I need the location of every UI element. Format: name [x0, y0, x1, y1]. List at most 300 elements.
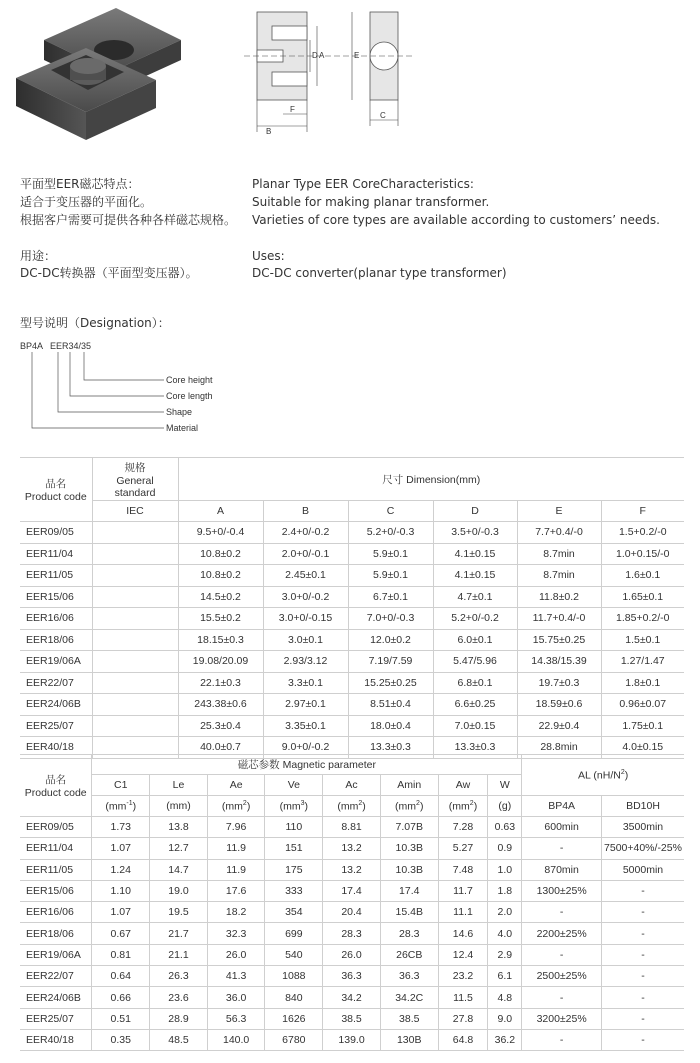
mag-col-header: Ve [265, 775, 323, 796]
mag-unit-header [380, 796, 438, 817]
mag-cell: - [522, 987, 602, 1008]
mag-cell: 11.5 [438, 987, 488, 1008]
mag-cell: 26.0 [207, 944, 265, 965]
dim-cell: 3.5+0/-0.3 [433, 522, 517, 544]
dim-cell: 5.9±0.1 [348, 565, 433, 587]
table-row [20, 694, 684, 716]
dim-cell: 1.65±0.1 [601, 586, 684, 608]
mag-cell: 7500+40%/-25% [601, 838, 684, 859]
mag-cell: 11.9 [207, 838, 265, 859]
mag-cell: 12.4 [438, 944, 488, 965]
dim-cell [92, 629, 178, 651]
product-code-cell: EER25/07 [20, 715, 92, 737]
dim-cell: 3.3±0.1 [263, 672, 348, 694]
product-code-header [20, 458, 92, 522]
dimension-header: 尺寸 Dimension(mm) [178, 458, 684, 501]
al-material-header: BD10H [601, 796, 684, 817]
dim-cell: 0.96±0.07 [601, 694, 684, 716]
dim-cell: 2.0+0/-0.1 [263, 543, 348, 565]
designation-title: 型号说明（Designation）： [20, 316, 170, 330]
dim-cell: 13.3±0.3 [433, 737, 517, 759]
al-header [522, 755, 684, 796]
mag-cell: 28.3 [323, 923, 381, 944]
mag-unit-text: (mm) [166, 800, 191, 812]
table-row [20, 859, 684, 880]
product-cn: 品名 [45, 478, 67, 490]
drawing-label-f: F [290, 105, 295, 114]
table-row [20, 923, 684, 944]
dim-cell: 243.38±0.6 [178, 694, 263, 716]
drawing-label-d: D [312, 51, 318, 60]
dim-cell: 10.8±0.2 [178, 543, 263, 565]
mag-cell: 1088 [265, 966, 323, 987]
mag-cell: 5000min [601, 859, 684, 880]
uses-cn-line: DC-DC转换器（平面型变压器）。 [20, 266, 198, 280]
product-code-cell: EER24/06B [20, 694, 92, 716]
dim-cell: 1.5+0.2/-0 [601, 522, 684, 544]
mag-cell: 870min [522, 859, 602, 880]
dimension-table [20, 457, 684, 759]
product-code-cell: EER18/06 [20, 923, 92, 944]
mag-unit-sup: 3 [300, 799, 305, 807]
mag-unit-header [438, 796, 488, 817]
dim-cell [92, 651, 178, 673]
mag-cell: 11.1 [438, 902, 488, 923]
designation-label: Core length [166, 391, 213, 401]
dim-cell: 2.97±0.1 [263, 694, 348, 716]
mag-cell: 1.8 [488, 880, 522, 901]
table-row [20, 651, 684, 673]
magnetic-table [20, 754, 684, 1051]
characteristics-cn-line: 根据客户需要可提供各种各样磁芯规格。 [20, 213, 237, 227]
dim-cell: 6.7±0.1 [348, 586, 433, 608]
dim-cell [92, 608, 178, 630]
mag-cell: 2.0 [488, 902, 522, 923]
product-code-cell: EER15/06 [20, 880, 92, 901]
table-row [20, 817, 684, 838]
dim-cell: 6.8±0.1 [433, 672, 517, 694]
dim-cell [92, 543, 178, 565]
mag-cell: 34.2C [380, 987, 438, 1008]
iec-header: IEC [92, 501, 178, 522]
characteristics-en-line: Varieties of core types are available according to customers’ needs. [252, 213, 660, 227]
product-code-cell: EER09/05 [20, 522, 92, 544]
mag-cell: 26CB [380, 944, 438, 965]
mag-unit-sup: 2 [469, 799, 474, 807]
mag-col-header: C1 [92, 775, 150, 796]
mag-cell: - [601, 1029, 684, 1050]
designation-diagram [18, 340, 278, 440]
mag-cell: - [522, 902, 602, 923]
mag-cell: 7.28 [438, 817, 488, 838]
mag-unit-header [488, 796, 522, 817]
dim-cell: 4.0±0.15 [601, 737, 684, 759]
characteristics-en-line: Suitable for making planar transformer. [252, 195, 490, 209]
dim-cell: 7.7+0.4/-0 [517, 522, 601, 544]
al-header-close: ) [624, 769, 629, 782]
designation-label: Material [166, 423, 199, 433]
mag-cell: 7.48 [438, 859, 488, 880]
mag-cell: 11.9 [207, 859, 265, 880]
dim-cell: 1.27/1.47 [601, 651, 684, 673]
product-code-cell: EER18/06 [20, 629, 92, 651]
mag-col-header: Ae [207, 775, 265, 796]
dim-cell: 2.93/3.12 [263, 651, 348, 673]
designation-label: Shape [166, 407, 193, 417]
mag-cell: 354 [265, 902, 323, 923]
mag-unit-sup: 2 [242, 799, 247, 807]
dim-cell: 18.59±0.6 [517, 694, 601, 716]
mag-cell: 1626 [265, 1008, 323, 1029]
mag-cell: 17.4 [380, 880, 438, 901]
std-en: General standard [114, 474, 156, 499]
mag-cell: 130B [380, 1029, 438, 1050]
mag-unit-close: ) [473, 800, 478, 813]
mag-cell: 36.0 [207, 987, 265, 1008]
mag-cell: 151 [265, 838, 323, 859]
mag-unit-close: ) [304, 800, 309, 813]
mag-cell: 0.35 [92, 1029, 150, 1050]
mag-cell: - [601, 944, 684, 965]
dim-col-header: C [348, 501, 433, 522]
uses-en-line: DC-DC converter(planar type transformer) [252, 266, 507, 280]
dim-col-header: E [517, 501, 601, 522]
dim-cell: 9.0+0/-0.2 [263, 737, 348, 759]
mag-cell: 41.3 [207, 966, 265, 987]
dim-cell [92, 672, 178, 694]
uses-cn-title: 用途： [20, 249, 57, 263]
product-code-header [20, 755, 92, 817]
table-row [20, 672, 684, 694]
mag-cell: 21.1 [150, 944, 208, 965]
mag-cell: 1.07 [92, 902, 150, 923]
dim-col-header: B [263, 501, 348, 522]
mag-cell: 1.07 [92, 838, 150, 859]
mag-cell: 1.10 [92, 880, 150, 901]
table-row [20, 715, 684, 737]
mag-cell: 9.0 [488, 1008, 522, 1029]
dim-cell: 4.1±0.15 [433, 543, 517, 565]
mag-unit-header [92, 796, 150, 817]
mag-cell: 28.9 [150, 1008, 208, 1029]
dim-cell [92, 715, 178, 737]
dim-cell [92, 522, 178, 544]
mag-cell: 14.7 [150, 859, 208, 880]
dim-cell: 25.3±0.4 [178, 715, 263, 737]
mag-cell: - [601, 902, 684, 923]
mag-cell: 21.7 [150, 923, 208, 944]
mag-cell: 1.73 [92, 817, 150, 838]
dim-cell: 40.0±0.7 [178, 737, 263, 759]
product-code-cell: EER11/04 [20, 838, 92, 859]
mag-cell: 13.8 [150, 817, 208, 838]
mag-cell: 333 [265, 880, 323, 901]
general-standard-header [92, 458, 178, 501]
dim-cell: 3.0+0/-0.2 [263, 586, 348, 608]
mag-unit-text: (mm [337, 800, 359, 813]
mag-unit-header [323, 796, 381, 817]
al-header-sup: 2 [620, 768, 625, 776]
table-row [20, 966, 684, 987]
dim-cell: 5.9±0.1 [348, 543, 433, 565]
product-code-cell: EER25/07 [20, 1008, 92, 1029]
mag-cell: 11.7 [438, 880, 488, 901]
mag-cell: 0.64 [92, 966, 150, 987]
dim-cell: 4.1±0.15 [433, 565, 517, 587]
mag-cell: 10.3B [380, 838, 438, 859]
mag-cell: 64.8 [438, 1029, 488, 1050]
mag-cell: 2500±25% [522, 966, 602, 987]
mag-cell: 14.6 [438, 923, 488, 944]
mag-cell: 4.0 [488, 923, 522, 944]
dim-cell: 18.0±0.4 [348, 715, 433, 737]
dim-cell: 22.9±0.4 [517, 715, 601, 737]
product-cn: 品名 [45, 774, 67, 786]
dim-cell: 1.85+0.2/-0 [601, 608, 684, 630]
mag-cell: 13.2 [323, 838, 381, 859]
core-dimension-drawing [232, 0, 422, 140]
product-code-cell: EER11/05 [20, 565, 92, 587]
table-row [20, 522, 684, 544]
mag-cell: 5.27 [438, 838, 488, 859]
mag-col-header: Le [150, 775, 208, 796]
dim-cell [92, 565, 178, 587]
mag-unit-text: (mm [279, 800, 301, 813]
drawing-label-b: B [266, 127, 272, 136]
dim-cell [92, 694, 178, 716]
product-en: Product code [24, 491, 87, 503]
mag-cell: 6780 [265, 1029, 323, 1050]
product-code-cell: EER16/06 [20, 902, 92, 923]
mag-cell: 2200±25% [522, 923, 602, 944]
mag-cell: - [601, 923, 684, 944]
mag-cell: 20.4 [323, 902, 381, 923]
uses-en-title: Uses: [252, 249, 285, 263]
al-material-header: BP4A [522, 796, 602, 817]
dim-cell: 5.2+0/-0.2 [433, 608, 517, 630]
table-row [20, 944, 684, 965]
table-row [20, 586, 684, 608]
product-code-cell: EER15/06 [20, 586, 92, 608]
dim-cell: 1.5±0.1 [601, 629, 684, 651]
mag-cell: 140.0 [207, 1029, 265, 1050]
dim-cell: 9.5+0/-0.4 [178, 522, 263, 544]
mag-cell: 1.0 [488, 859, 522, 880]
dim-cell: 14.38/15.39 [517, 651, 601, 673]
mag-col-header: Amin [380, 775, 438, 796]
product-code-cell: EER11/05 [20, 859, 92, 880]
dim-cell: 7.19/7.59 [348, 651, 433, 673]
dim-cell: 1.75±0.1 [601, 715, 684, 737]
dim-cell: 8.51±0.4 [348, 694, 433, 716]
mag-cell: 28.3 [380, 923, 438, 944]
mag-unit-text: (mm [221, 800, 243, 813]
mag-cell: 34.2 [323, 987, 381, 1008]
mag-col-header: Aw [438, 775, 488, 796]
mag-cell: 27.8 [438, 1008, 488, 1029]
dim-cell: 14.5±0.2 [178, 586, 263, 608]
mag-cell: 139.0 [323, 1029, 381, 1050]
drawing-label-a: A [319, 51, 325, 60]
table-row [20, 543, 684, 565]
table-row [20, 608, 684, 630]
mag-cell: 175 [265, 859, 323, 880]
mag-cell: 12.7 [150, 838, 208, 859]
designation-label: Core height [166, 375, 213, 385]
designation-code-core: EER34/35 [50, 341, 92, 351]
dim-cell: 15.5±0.2 [178, 608, 263, 630]
dim-cell: 28.8min [517, 737, 601, 759]
dim-cell: 18.15±0.3 [178, 629, 263, 651]
dim-cell: 2.45±0.1 [263, 565, 348, 587]
mag-cell: - [522, 838, 602, 859]
product-code-cell: EER11/04 [20, 543, 92, 565]
mag-unit-text: (mm [395, 800, 417, 813]
mag-cell: 38.5 [380, 1008, 438, 1029]
dim-cell: 19.7±0.3 [517, 672, 601, 694]
mag-cell: 56.3 [207, 1008, 265, 1029]
dim-cell: 5.2+0/-0.3 [348, 522, 433, 544]
dim-cell [92, 586, 178, 608]
dim-col-header: D [433, 501, 517, 522]
mag-cell: 36.3 [323, 966, 381, 987]
mag-cell: 19.5 [150, 902, 208, 923]
mag-cell: 0.81 [92, 944, 150, 965]
dim-cell: 22.1±0.3 [178, 672, 263, 694]
al-header-text: AL (nH/N [578, 769, 621, 782]
mag-cell: 0.51 [92, 1008, 150, 1029]
table-row [20, 565, 684, 587]
mag-cell: - [601, 966, 684, 987]
product-code-cell: EER19/06A [20, 944, 92, 965]
mag-unit-sup: 2 [416, 799, 420, 807]
dim-cell: 3.0+0/-0.15 [263, 608, 348, 630]
mag-cell: 1300±25% [522, 880, 602, 901]
mag-cell: - [601, 987, 684, 1008]
dim-cell: 2.4+0/-0.2 [263, 522, 348, 544]
table-row [20, 629, 684, 651]
std-cn: 规格 [124, 461, 146, 474]
mag-unit-header [207, 796, 265, 817]
product-code-cell: EER22/07 [20, 966, 92, 987]
product-code-cell: EER24/06B [20, 987, 92, 1008]
product-code-cell: EER40/18 [20, 737, 92, 759]
mag-cell: 0.66 [92, 987, 150, 1008]
mag-unit-sup: 2 [358, 799, 363, 807]
mag-cell: 540 [265, 944, 323, 965]
mag-cell: 26.0 [323, 944, 381, 965]
dim-cell: 15.75±0.25 [517, 629, 601, 651]
designation-leader-lines [18, 340, 278, 440]
dim-cell: 5.47/5.96 [433, 651, 517, 673]
dim-cell: 7.0+0/-0.3 [348, 608, 433, 630]
mag-cell: 1.24 [92, 859, 150, 880]
dim-cell: 6.6±0.25 [433, 694, 517, 716]
dim-cell: 1.0+0.15/-0 [601, 543, 684, 565]
mag-cell: 19.0 [150, 880, 208, 901]
core-photo [6, 0, 196, 150]
mag-unit-header [150, 796, 208, 817]
mag-cell: 4.8 [488, 987, 522, 1008]
drawing-label-e: E [354, 51, 360, 60]
mag-col-header: Ac [323, 775, 381, 796]
mag-unit-close: ) [419, 800, 424, 813]
product-en: Product code [24, 787, 87, 799]
magnetic-header: 磁芯参数 Magnetic parameter [92, 755, 522, 775]
mag-cell: 2.9 [488, 944, 522, 965]
mag-cell: - [522, 944, 602, 965]
mag-cell: 15.4B [380, 902, 438, 923]
mag-cell: 6.1 [488, 966, 522, 987]
product-code-cell: EER16/06 [20, 608, 92, 630]
table-row [20, 838, 684, 859]
mag-cell: 26.3 [150, 966, 208, 987]
mag-cell: 0.67 [92, 923, 150, 944]
mag-unit-close: ) [132, 800, 137, 813]
dim-cell: 11.8±0.2 [517, 586, 601, 608]
table-row [20, 1008, 684, 1029]
mag-cell: 10.3B [380, 859, 438, 880]
table-row [20, 902, 684, 923]
dim-col-header: F [601, 501, 684, 522]
table-row [20, 987, 684, 1008]
mag-cell: - [601, 1008, 684, 1029]
mag-col-header: W [488, 775, 522, 796]
dim-cell: 12.0±0.2 [348, 629, 433, 651]
mag-cell: 17.6 [207, 880, 265, 901]
dim-col-header: A [178, 501, 263, 522]
mag-cell: 36.3 [380, 966, 438, 987]
mag-cell: 17.4 [323, 880, 381, 901]
mag-unit-sup: -1 [126, 799, 133, 807]
mag-cell: 3200±25% [522, 1008, 602, 1029]
mag-cell: 0.9 [488, 838, 522, 859]
mag-unit-header [265, 796, 323, 817]
mag-cell: 13.2 [323, 859, 381, 880]
mag-cell: 840 [265, 987, 323, 1008]
table-row [20, 1029, 684, 1050]
mag-cell: - [601, 880, 684, 901]
characteristics-en-title: Planar Type EER CoreCharacteristics: [252, 177, 474, 191]
mag-cell: - [522, 1029, 602, 1050]
dim-cell: 3.0±0.1 [263, 629, 348, 651]
designation-code-material: BP4A [20, 341, 44, 351]
dim-cell: 7.0±0.15 [433, 715, 517, 737]
characteristics-cn-line: 适合于变压器的平面化。 [20, 195, 153, 209]
mag-cell: 32.3 [207, 923, 265, 944]
dim-cell: 19.08/20.09 [178, 651, 263, 673]
mag-cell: 699 [265, 923, 323, 944]
dim-cell: 1.8±0.1 [601, 672, 684, 694]
product-code-cell: EER22/07 [20, 672, 92, 694]
dim-cell: 11.7+0.4/-0 [517, 608, 601, 630]
mag-cell: 0.63 [488, 817, 522, 838]
product-code-cell: EER40/18 [20, 1029, 92, 1050]
mag-unit-text: (mm [448, 800, 470, 813]
product-code-cell: EER09/05 [20, 817, 92, 838]
dim-cell: 1.6±0.1 [601, 565, 684, 587]
mag-cell: 23.6 [150, 987, 208, 1008]
dim-cell: 15.25±0.25 [348, 672, 433, 694]
mag-cell: 8.81 [323, 817, 381, 838]
mag-unit-close: ) [246, 800, 251, 813]
mag-unit-close: ) [362, 800, 366, 813]
mag-cell: 23.2 [438, 966, 488, 987]
table-row [20, 880, 684, 901]
mag-cell: 600min [522, 817, 602, 838]
mag-cell: 48.5 [150, 1029, 208, 1050]
dim-cell: 4.7±0.1 [433, 586, 517, 608]
